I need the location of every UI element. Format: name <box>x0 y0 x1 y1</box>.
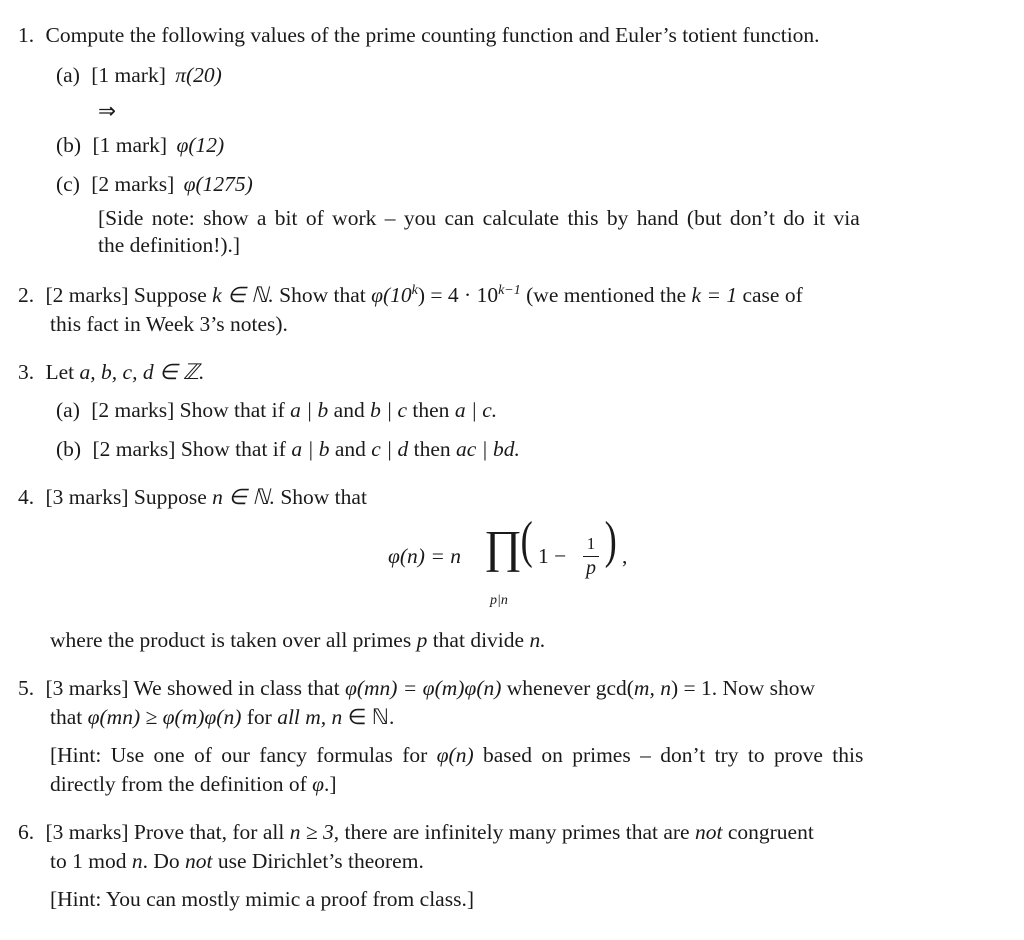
text: Show that <box>279 283 366 307</box>
emphasis: not <box>694 820 723 844</box>
text: ∈ ℕ. <box>347 705 395 729</box>
marks: [3 marks] <box>45 485 129 509</box>
one-minus: 1 − <box>538 544 567 568</box>
math: m, n <box>633 676 671 700</box>
text: whenever gcd( <box>506 676 634 700</box>
question-6 <box>18 818 814 847</box>
text: then <box>412 398 450 422</box>
math: a, b, c, d ∈ ℤ. <box>79 360 205 384</box>
marks: [3 marks] <box>45 676 129 700</box>
text: Suppose <box>133 485 207 509</box>
text: directly from the definition of <box>50 772 307 796</box>
open-paren: ( <box>520 512 533 569</box>
marks: [2 marks] <box>91 398 175 422</box>
question-1b <box>56 131 224 160</box>
text: and <box>334 437 366 461</box>
numerator: 1 <box>586 534 596 553</box>
question-number: 2. <box>18 283 35 307</box>
text: (we mentioned the <box>526 283 687 307</box>
text: Show that if <box>179 398 285 422</box>
side-note-line-2: the definition!).] <box>98 233 241 257</box>
question-5-hint-line-1 <box>50 741 863 770</box>
question-1c <box>56 170 253 199</box>
math: ac | bd. <box>456 437 520 461</box>
question-5-line-2 <box>50 703 394 732</box>
text: congruent <box>727 820 814 844</box>
text: then <box>413 437 451 461</box>
math: φ(mn) ≥ φ(m)φ(n) <box>87 705 242 729</box>
emphasis: not <box>184 849 213 873</box>
question-5-hint-line-2 <box>50 770 337 799</box>
marks: [1 mark] <box>91 63 166 87</box>
question-6-line-2 <box>50 847 424 876</box>
question-number: 5. <box>18 676 35 700</box>
question-number: 3. <box>18 360 35 384</box>
part-label: (a) <box>56 398 80 422</box>
expression: φ(12) <box>176 133 225 157</box>
math: n ≥ 3 <box>289 820 334 844</box>
question-6-hint: [Hint: You can mostly mimic a proof from class.] <box>50 887 474 911</box>
marks: [2 marks] <box>45 283 129 307</box>
expression: π(20) <box>175 63 222 87</box>
side-note-line-1: [Side note: show a bit of work – you can calculate this by hand (but don’t do it via <box>98 206 860 230</box>
text: case of <box>742 283 803 307</box>
question-3b <box>56 435 520 464</box>
text: Prove that, for all <box>133 820 285 844</box>
math: φ <box>312 772 325 796</box>
marks: [2 marks] <box>92 437 176 461</box>
text: that divide <box>432 628 525 652</box>
math: c | d <box>371 437 409 461</box>
marks: [3 marks] <box>45 820 129 844</box>
answer-arrow-icon: ⇒ <box>98 99 117 123</box>
formula-lhs: φ(n) = n <box>388 544 461 568</box>
text: . Do <box>142 849 180 873</box>
math: k ∈ ℕ. <box>212 283 274 307</box>
product-symbol: ∏ <box>484 521 522 572</box>
part-label: (c) <box>56 172 80 196</box>
math: a | c. <box>454 398 498 422</box>
math: φ(n) <box>436 743 474 767</box>
comma: , <box>622 544 628 568</box>
math: φ(mn) = φ(m)φ(n) <box>344 676 502 700</box>
math: n. <box>529 628 546 652</box>
question-3 <box>18 358 204 387</box>
part-label: (b) <box>56 133 82 157</box>
marks: [1 mark] <box>92 133 168 157</box>
text: based on primes – don’t try to prove this <box>483 743 864 767</box>
question-1a <box>56 61 222 90</box>
question-number: 6. <box>18 820 35 844</box>
math: all m, n <box>277 705 343 729</box>
math: n <box>131 849 143 873</box>
text: to 1 mod <box>50 849 127 873</box>
text: We showed in class that <box>133 676 340 700</box>
marks: [2 marks] <box>91 172 175 196</box>
math: k = 1 <box>691 283 738 307</box>
text: , there are infinitely many primes that are <box>333 820 690 844</box>
text: ) = 1. Now show <box>670 676 816 700</box>
part-label: (a) <box>56 63 80 87</box>
question-3a <box>56 396 497 425</box>
question-number: 1. <box>18 23 35 47</box>
question-5 <box>18 674 815 703</box>
text: Show that if <box>180 437 286 461</box>
text: Suppose <box>133 283 207 307</box>
text: where the product is taken over all primes <box>50 628 412 652</box>
text: for <box>246 705 272 729</box>
question-text: Compute the following values of the prime counting function and Euler’s totient function. <box>45 23 820 47</box>
question-2-line-2: this fact in Week 3’s notes). <box>50 312 288 336</box>
text: [Hint: Use one of our fancy formulas for <box>50 743 428 767</box>
math: a | b <box>290 398 329 422</box>
question-number: 4. <box>18 485 35 509</box>
question-1 <box>18 21 820 50</box>
math-expression: $\varphi(10^k) = 4 \cdot 10^{k-1}$ <box>371 283 521 307</box>
text: use Dirichlet’s theorem. <box>217 849 424 873</box>
math: a | b <box>291 437 330 461</box>
math: p <box>416 628 428 652</box>
question-4 <box>18 483 367 512</box>
text: that <box>50 705 83 729</box>
part-label: (b) <box>56 437 82 461</box>
question-2 <box>18 281 803 310</box>
denominator: p <box>586 557 596 579</box>
product-subscript: p|n <box>490 593 508 608</box>
math: b | c <box>370 398 408 422</box>
text: and <box>333 398 365 422</box>
math: n ∈ ℕ. <box>212 485 275 509</box>
question-4-after <box>50 626 546 655</box>
expression: φ(1275) <box>183 172 253 196</box>
totient-product-formula <box>388 512 648 610</box>
text: Show that <box>280 485 367 509</box>
text: .] <box>324 772 337 796</box>
close-paren: ) <box>604 512 617 569</box>
text: Let <box>45 360 75 384</box>
